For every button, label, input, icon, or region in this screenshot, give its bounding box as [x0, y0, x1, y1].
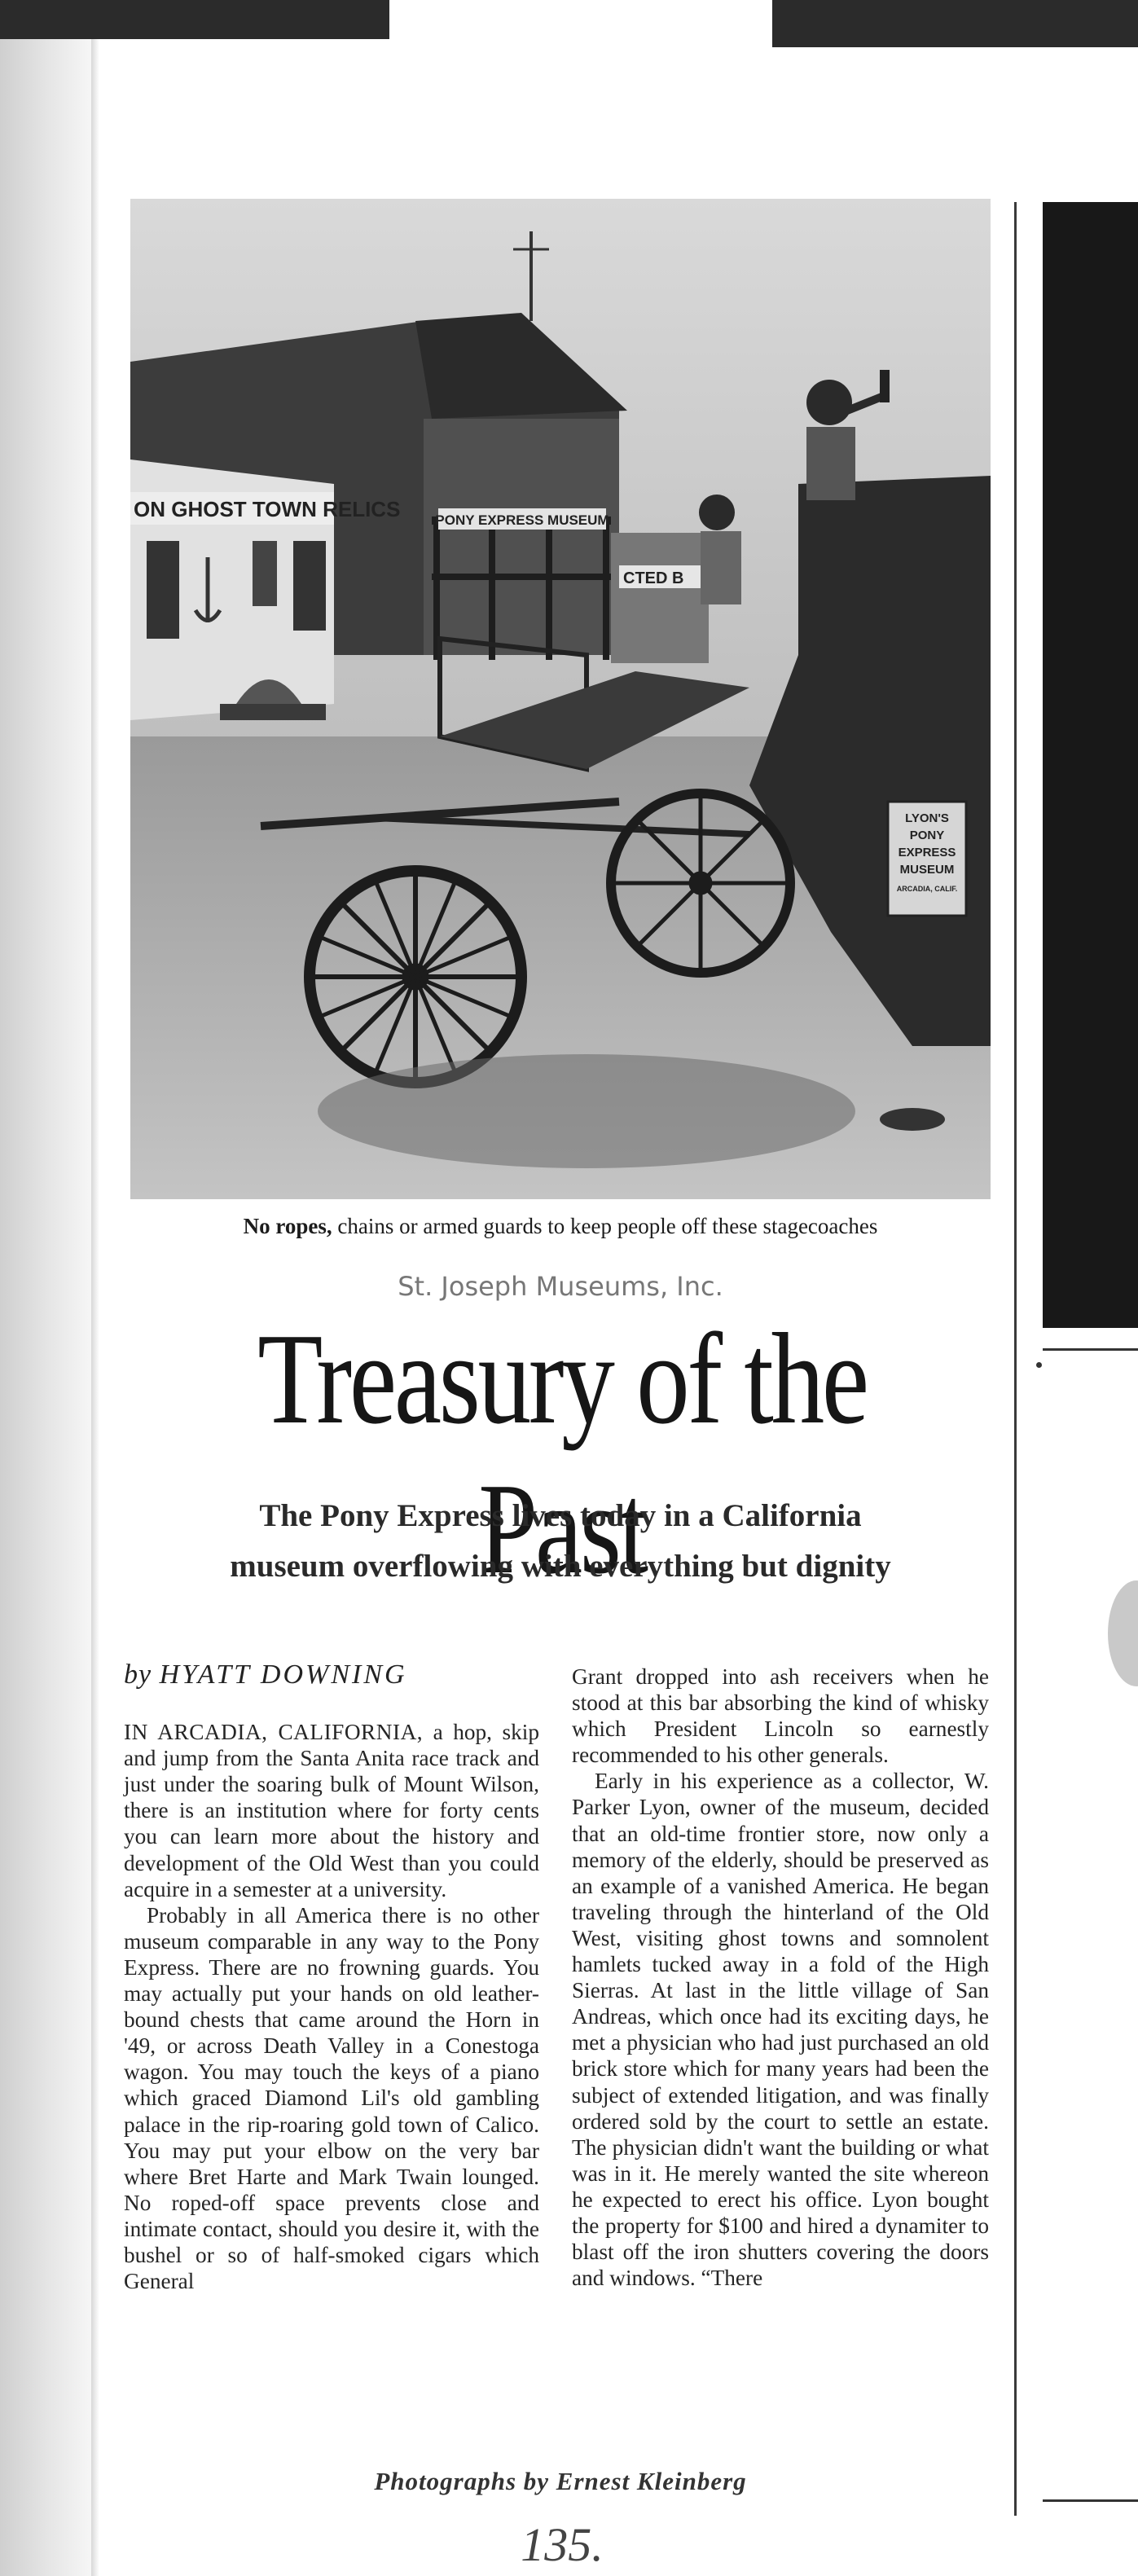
- article-column-left: [124, 1659, 539, 2294]
- adjacent-page-dot: [1036, 1362, 1042, 1368]
- scan-edge-top-right: [772, 0, 1138, 47]
- article-column-right: [572, 1664, 989, 2291]
- pony-express-museum-sign: PONY EXPRESS MUSEUM: [435, 512, 609, 528]
- caption-text: chains or armed guards to keep people off these stagecoaches: [337, 1214, 878, 1238]
- adjacent-page-rule-bottom: [1043, 2499, 1138, 2502]
- paragraph-4: Early in his experience as a collector, W. Parker Lyon, owner of the museum, decided that an old-time frontier store, now only a memory of the elderly, should be preserved as an example of a vanished America. He began traveling through the hinterland of the Old West, visiting ghost towns and somnolent hamlets tucked away in a fold of the High Sierras. At last in the little village of San Andreas, which once had its exciting days, he met a physician who had just purchased an old brick store which for many years had been the subject of extended litigation, and was finally ordered sold by the court to settle an estate. The physician didn't want the building or what was in it. He merely wanted the site whereon he expected to erect his office. Lyon bought the property for $100 and hired a dynamiter to blast off the iron shutters covering the doors and windows. “There: [572, 1769, 989, 2291]
- source-credit: St. Joseph Museums, Inc.: [398, 1271, 723, 1302]
- ghost-town-relics-sign: ON GHOST TOWN RELICS: [134, 497, 401, 521]
- paragraph-1: [124, 1719, 539, 1902]
- author-name: HYATT DOWNING: [159, 1659, 407, 1690]
- subtitle-line-2: museum overflowing with everything but dignity: [230, 1549, 891, 1584]
- placard-line-1: LYON'S: [905, 811, 949, 825]
- placard-line-5: ARCADIA, CALIF.: [896, 885, 958, 893]
- paragraph-1-text: a hop, skip and jump from the Santa Anita race track and just under the soaring bulk of Mount Wilson, there is an institution where for forty cents you can learn more about the history and development of the Old West than you could acquire in a semester at a university.: [124, 1720, 539, 1901]
- book-gutter-shadow: [0, 39, 91, 2576]
- page-edge-shadow: [91, 39, 99, 2576]
- caption-lead: No ropes,: [243, 1214, 332, 1238]
- adjacent-page-photo: [1043, 202, 1138, 1328]
- subtitle-line-1: The Pony Express lives today in a California: [259, 1498, 862, 1533]
- collected-sign: CTED B: [623, 569, 684, 587]
- paragraph-3: Grant dropped into ash receivers when he stood at this bar absorbing the kind of whisky which President Lincoln so earnestly recommended to his other generals.: [572, 1664, 989, 1768]
- article-title: Treasury of the Past: [257, 1306, 867, 1601]
- photographer-credit: Photographs by Ernest Kleinberg: [374, 2467, 747, 2495]
- placard-line-4: MUSEUM: [899, 863, 955, 877]
- adjacent-page-rule: [1043, 1348, 1138, 1351]
- byline-prefix: by: [124, 1659, 152, 1690]
- page-right-border: [1014, 202, 1017, 2516]
- placard-line-2: PONY: [909, 829, 945, 842]
- photo-caption: [130, 1214, 991, 1239]
- placard-line-3: EXPRESS: [898, 846, 956, 859]
- page-number: 135.: [521, 2518, 604, 2571]
- scan-edge-top-left: [0, 0, 389, 39]
- byline: [124, 1659, 539, 1690]
- article-subtitle: [130, 1491, 991, 1592]
- dateline: IN ARCADIA, CALIFORNIA,: [124, 1720, 424, 1745]
- paragraph-2: Probably in all America there is no other museum comparable in any way to the Pony Express. There are no frowning guards. You may actually put your hands on old leather-bound chests that came around the Horn in '49, or across Death Valley in a Conestoga wagon. You may touch the keys of a piano which graced Diamond Lil's old gambling palace in the rip-roaring gold town of Calico. You may put your elbow on the very bar where Bret Harte and Mark Twain lounged. No roped-off space prevents close and intimate contact, should you desire it, with the bushel or so of half-smoked cigars which General: [124, 1902, 539, 2294]
- stagecoach-photograph: [130, 199, 991, 1199]
- adjacent-page-fragment: [1108, 1580, 1138, 1686]
